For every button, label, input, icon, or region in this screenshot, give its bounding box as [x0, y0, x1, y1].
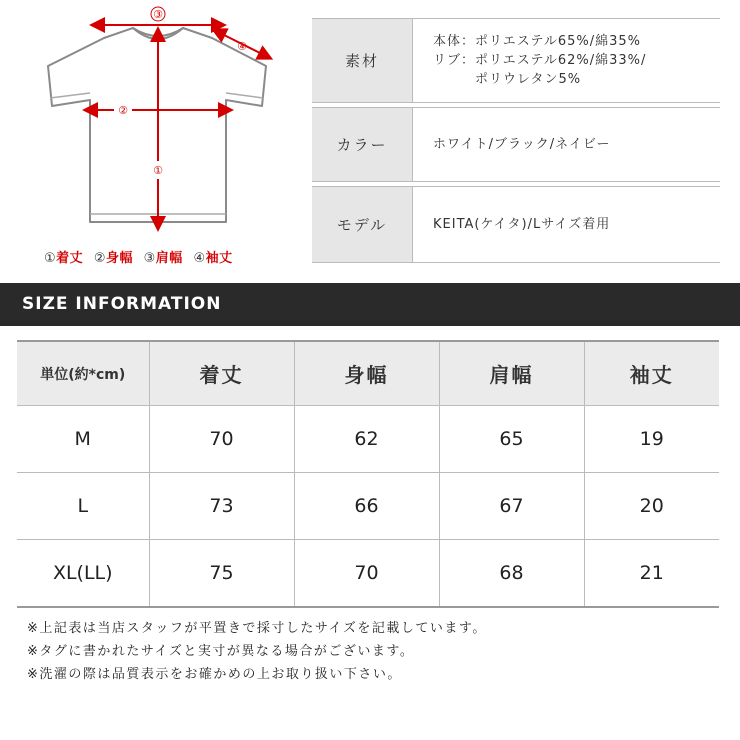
table-row	[17, 406, 719, 473]
size-value: 21	[584, 540, 719, 608]
size-value: 73	[149, 473, 294, 540]
legend-item-sleeve-length: ④袖丈	[193, 251, 233, 266]
section-title: SIZE INFORMATION	[22, 294, 222, 314]
size-value: 67	[439, 473, 584, 540]
legend-item-shoulder-width: ③肩幅	[143, 251, 183, 266]
product-spec-table	[312, 18, 720, 263]
spec-value: 本体：ポリエステル65%/綿35% リブ：ポリエステル62%/綿33%/ ポリウレタン5%	[413, 19, 721, 103]
size-table	[17, 340, 719, 608]
note-line: ※上記表は当店スタッフが平置きで採寸したサイズを記載しています。	[27, 621, 487, 636]
header-sleeve-length: 袖丈	[584, 341, 719, 406]
garment-diagram	[0, 0, 300, 280]
spec-value: ホワイト/ブラック/ネイビー	[413, 108, 721, 182]
size-value: 68	[439, 540, 584, 608]
size-information-header	[0, 283, 740, 326]
tshirt-illustration	[0, 0, 300, 245]
note-line: ※洗濯の際は品質表示をお確かめの上お取り扱い下さい。	[27, 667, 402, 682]
header-shoulder-width: 肩幅	[439, 341, 584, 406]
marker-4: ④	[237, 40, 247, 53]
measurement-legend	[44, 247, 239, 266]
legend-item-length: ①着丈	[44, 251, 84, 266]
marker-3: ③	[153, 8, 163, 21]
marker-1: ①	[153, 164, 163, 177]
size-label: M	[17, 406, 149, 473]
size-value: 19	[584, 406, 719, 473]
spec-row-model	[312, 187, 720, 263]
size-notes	[27, 617, 487, 686]
header-body-width: 身幅	[294, 341, 439, 406]
header-length: 着丈	[149, 341, 294, 406]
size-value: 70	[294, 540, 439, 608]
spec-row-material	[312, 19, 720, 103]
size-value: 65	[439, 406, 584, 473]
size-label: L	[17, 473, 149, 540]
table-row	[17, 473, 719, 540]
size-value: 20	[584, 473, 719, 540]
marker-2: ②	[118, 104, 128, 117]
size-value: 70	[149, 406, 294, 473]
note-line: ※タグに書かれたサイズと実寸が異なる場合がございます。	[27, 644, 415, 659]
size-value: 66	[294, 473, 439, 540]
spec-value: KEITA(ケイタ)/Lサイズ着用	[413, 187, 721, 263]
spec-key: モデル	[312, 187, 413, 263]
legend-item-body-width: ②身幅	[93, 251, 133, 266]
table-row	[17, 540, 719, 608]
header-unit: 単位(約*cm)	[17, 341, 149, 406]
size-table-header	[17, 341, 719, 406]
spec-row-color	[312, 108, 720, 182]
spec-key: カラー	[312, 108, 413, 182]
size-value: 62	[294, 406, 439, 473]
size-value: 75	[149, 540, 294, 608]
size-label: XL(LL)	[17, 540, 149, 608]
spec-key: 素材	[312, 19, 413, 103]
